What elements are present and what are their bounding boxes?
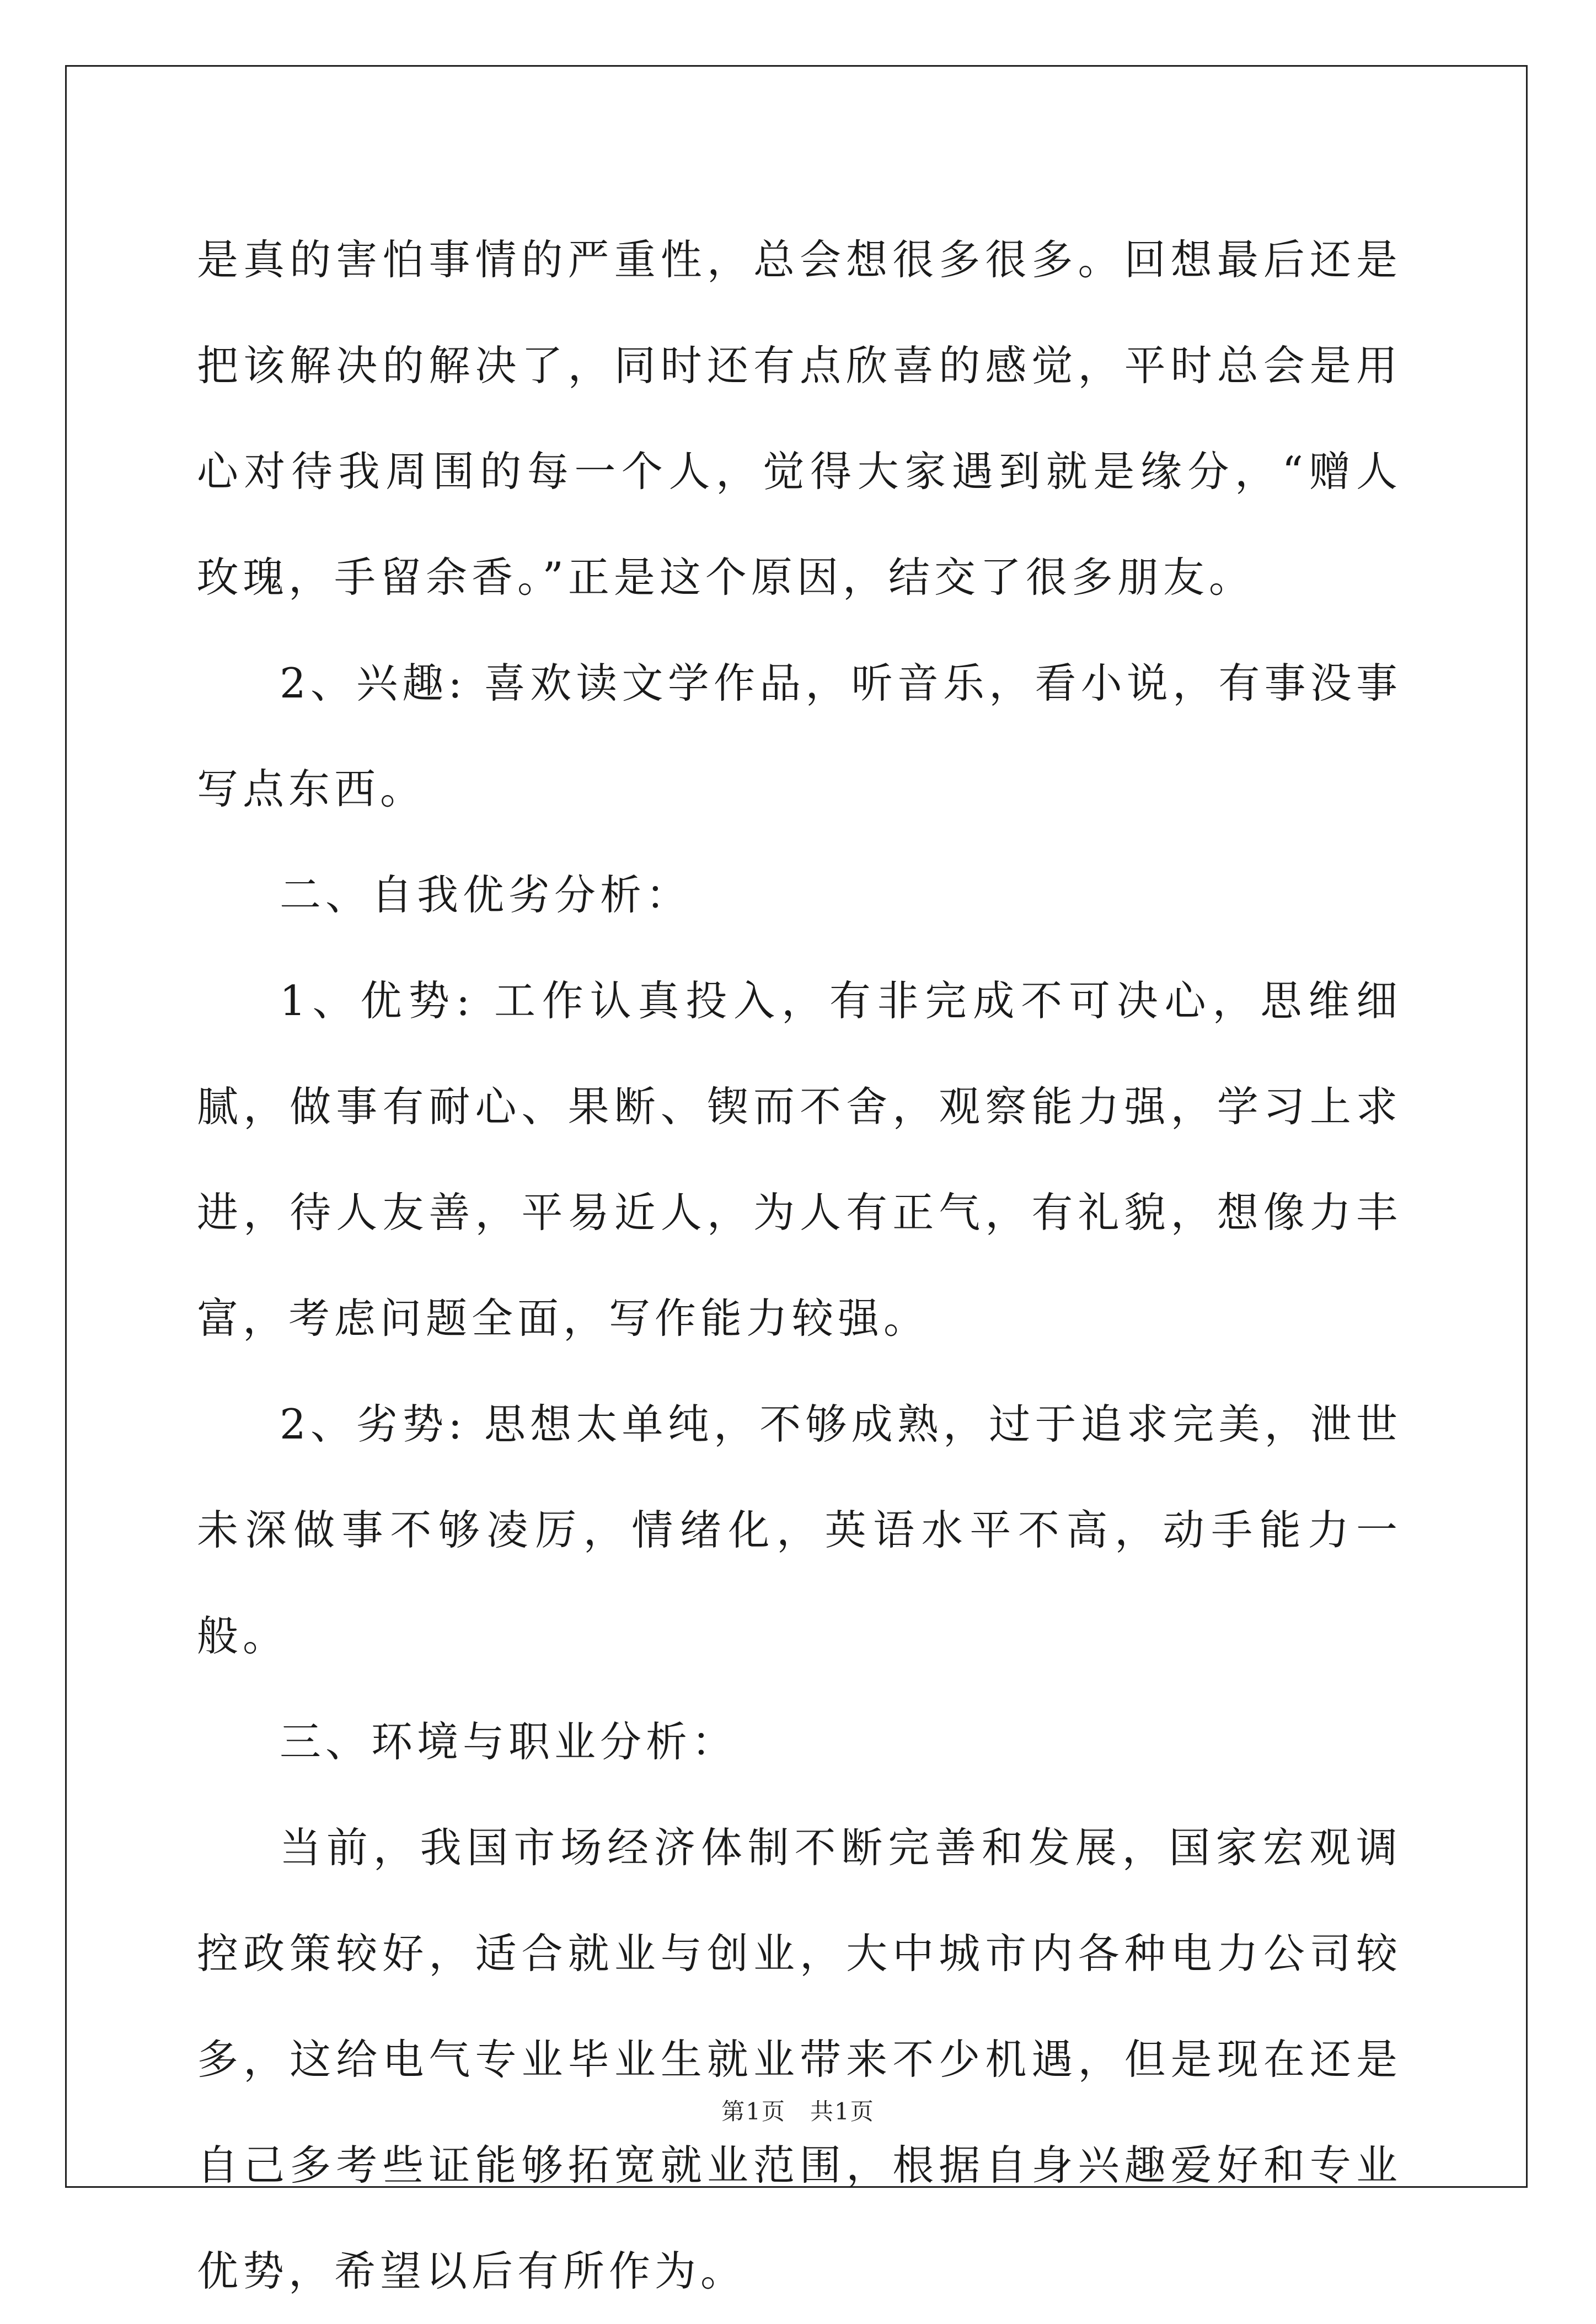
section-heading-2: 二、自我优劣分析： — [280, 871, 692, 919]
document-body — [197, 207, 1402, 2324]
paragraph-strengths: 1、优势: 工作认真投入，有非完成不可决心，思维细腻，做事有耐心、果断、锲而不舍，观察能力强，学习上求进，待人友善，平易近人，为人有正气，有礼貌，想像力丰富，考虑问题全面，写作能力较强。 — [197, 976, 1402, 1343]
page-footer: 第1页 共1页 — [721, 2098, 875, 2125]
section-heading-3: 三、环境与职业分析： — [280, 1717, 738, 1766]
paragraph-environment: 当前，我国市场经济体制不断完善和发展，国家宏观调控政策较好，适合就业与创业，大中城市内各种电力公司较多，这给电气专业毕业生就业带来不少机遇，但是现在还是自己多考些证能够拓宽就业范围，根据自身兴趣爱好和专业优势，希望以后有所作为。 — [197, 1823, 1402, 2295]
paragraph-1: 是真的害怕事情的严重性，总会想很多很多。回想最后还是把该解决的解决了，同时还有点欣喜的感觉，平时总会是用心对待我周围的每一个人，觉得大家遇到就是缘分，“赠人玫瑰，手留余香。”正是这个原因，结交了很多朋友。 — [197, 235, 1402, 602]
paragraph-2: 2、兴趣: 喜欢读文学作品，听音乐，看小说，有事没事写点东西。 — [197, 659, 1402, 813]
paragraph-weaknesses: 2、劣势: 思想太单纯，不够成熟，过于追求完美，泄世未深做事不够凌厉，情绪化，英语水平不高，动手能力一般。 — [197, 1400, 1402, 1660]
